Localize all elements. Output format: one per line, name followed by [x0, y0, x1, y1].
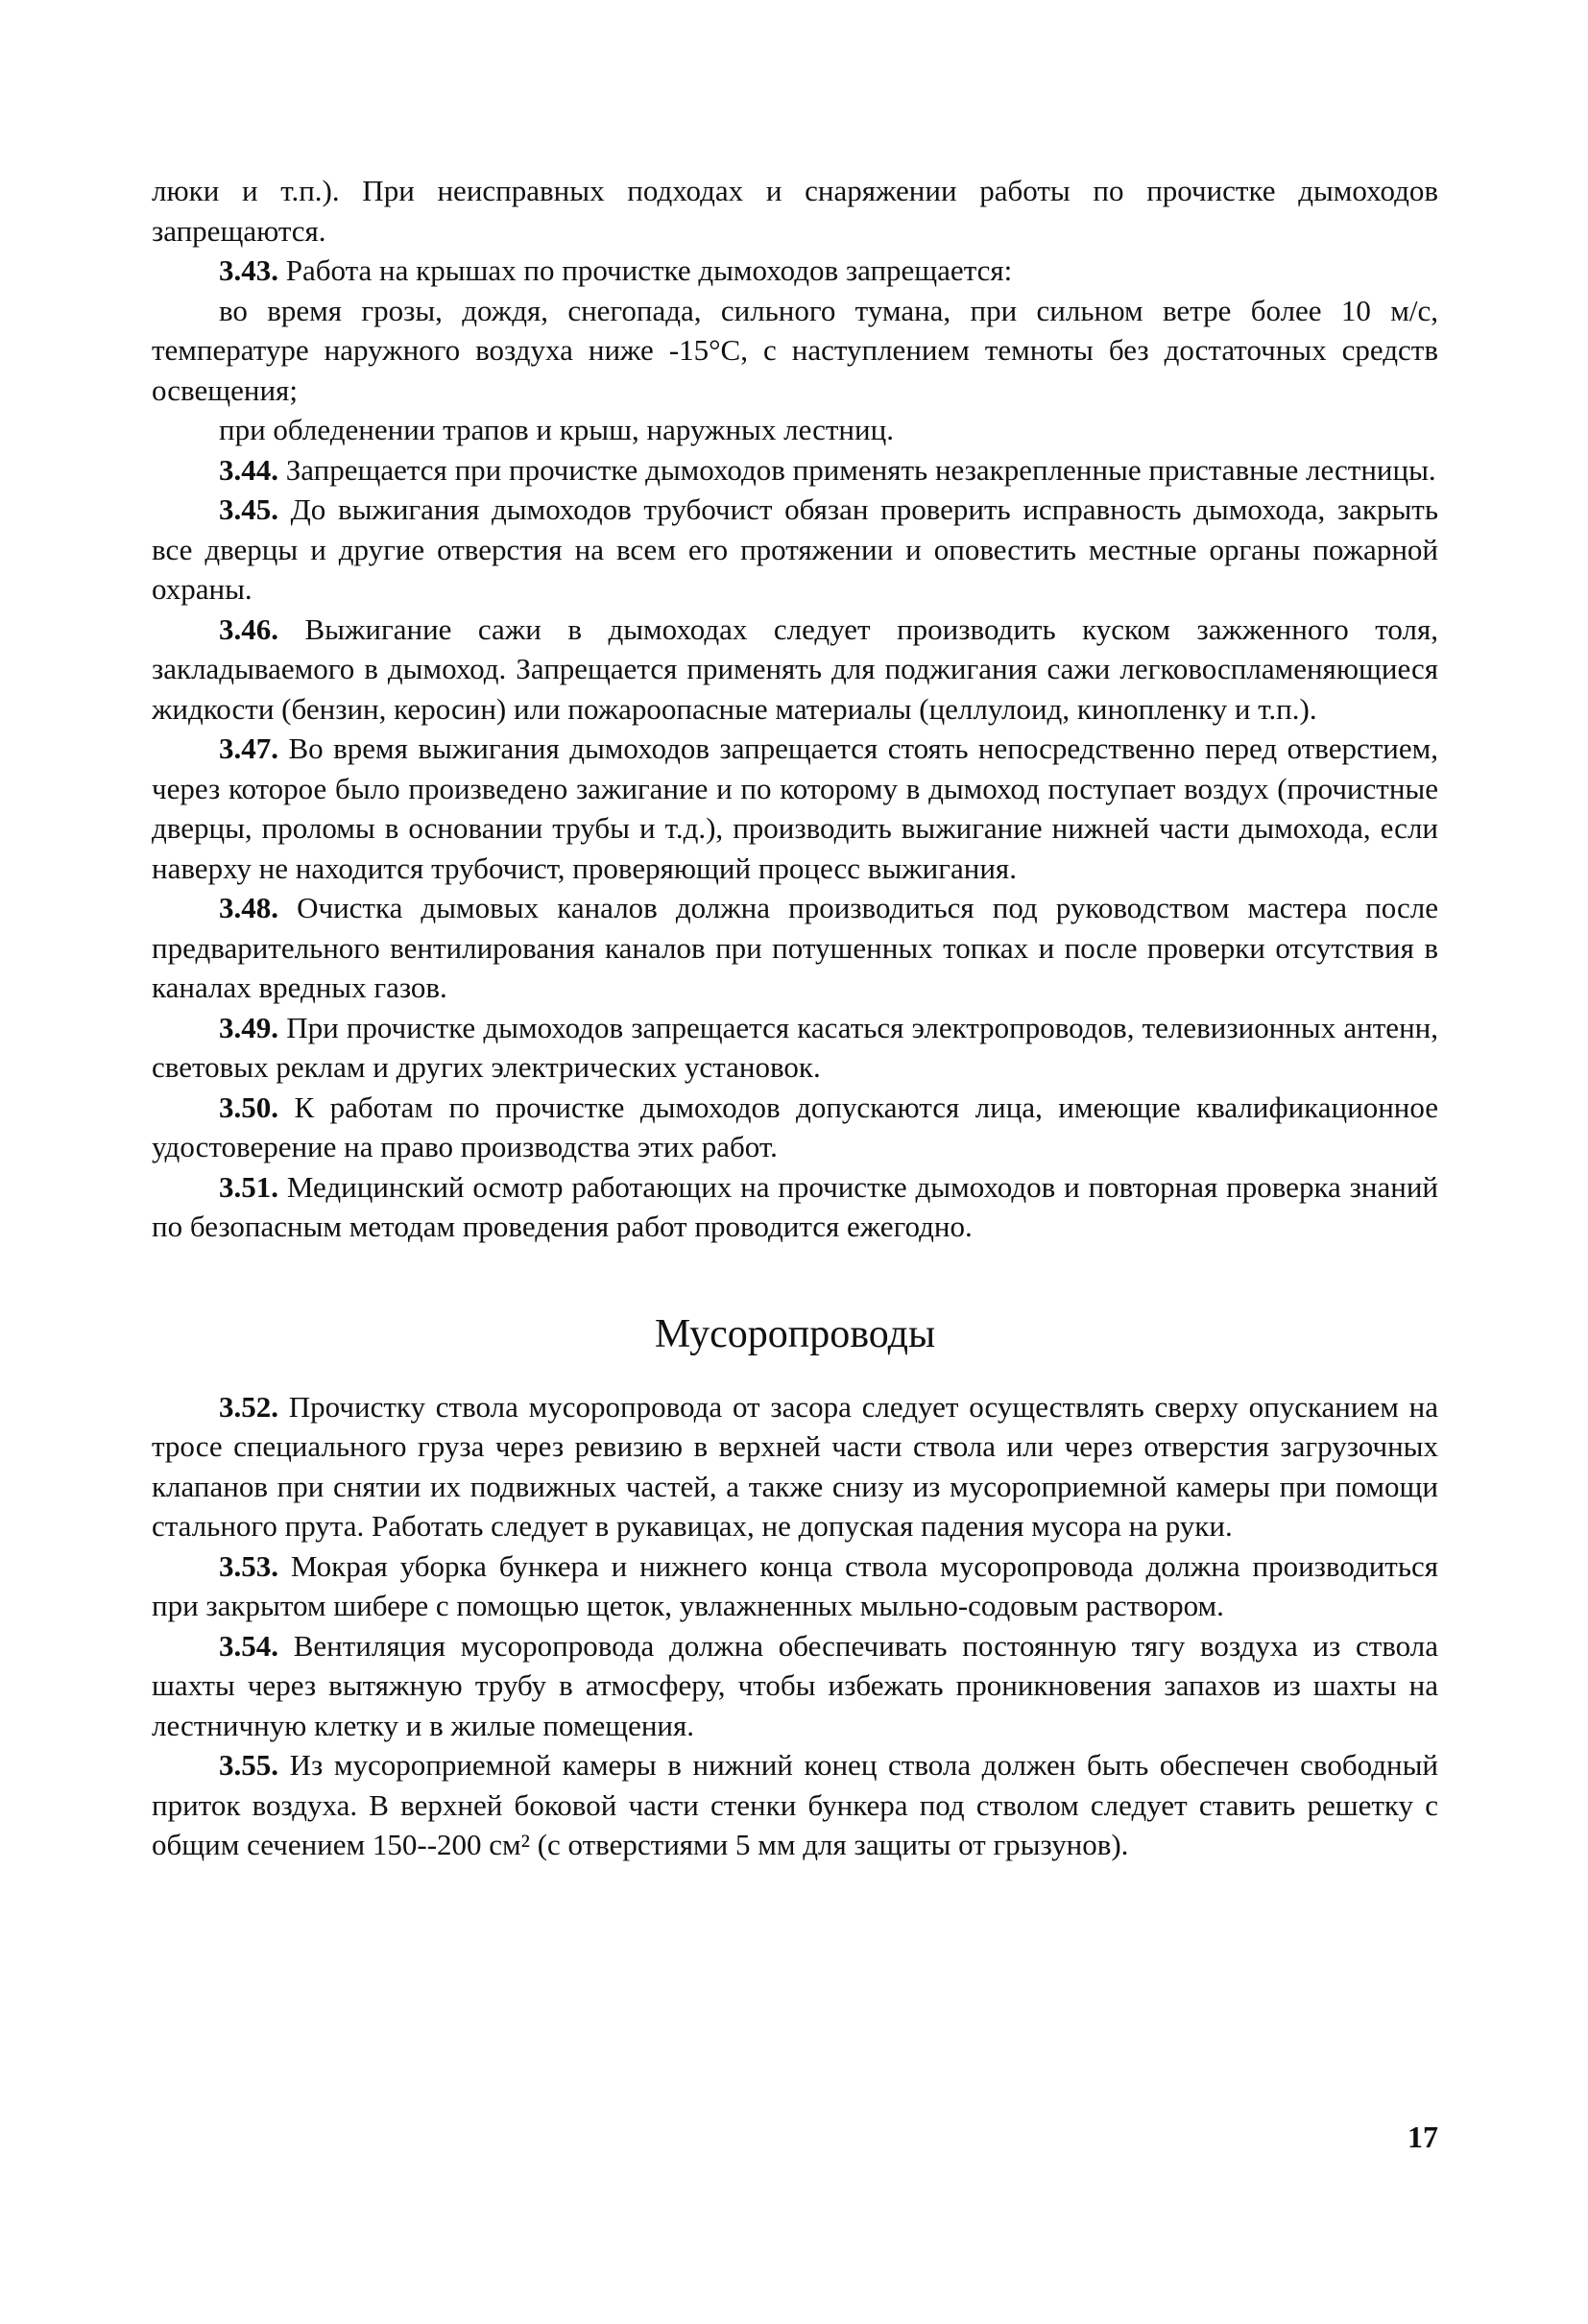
- paragraph-number: 3.52.: [219, 1389, 278, 1424]
- paragraph-3-46: [152, 610, 1438, 730]
- section-heading: Мусоропроводы: [654, 1311, 936, 1356]
- paragraph-number: 3.50.: [219, 1090, 278, 1124]
- paragraph-text: Мокрая уборка бункера и нижнего конца ствола мусоропровода должна производиться при закрытом шибере с помощью щеток, увлажненных мыльно-содовым раствором.: [152, 1548, 1439, 1622]
- page-number: 17: [1408, 2120, 1438, 2154]
- paragraph-3-55: [152, 1745, 1438, 1865]
- paragraph-text: Очистка дымовых каналов должна производиться под руководством мастера после предварительного вентилирования каналов при потушенных топках и после проверки отсутствия в каналах вредных газов.: [152, 891, 1438, 1004]
- paragraph-3-50: [152, 1088, 1438, 1167]
- paragraph-text: До выжигания дымоходов трубочист обязан проверить исправность дымохода, закрыть все дверцы и другие отверстия на всем его протяжении и оповестить местные органы пожарной охраны.: [152, 492, 1438, 606]
- paragraph-number: 3.53.: [219, 1548, 278, 1583]
- intro-paragraph: люки и т.п.). При неисправных подходах и снаряжении работы по прочистке дымоходов запрещаются.: [152, 174, 1438, 248]
- paragraph-text: Работа на крышах по прочистке дымоходов запрещается:: [285, 253, 1013, 287]
- paragraph-text: При прочистке дымоходов запрещается касаться электропроводов, телевизионных антенн, световых реклам и других электрических установок.: [152, 1010, 1438, 1084]
- paragraph-number: 3.47.: [219, 731, 278, 765]
- paragraph-text: Во время выжигания дымоходов запрещается стоять непосредственно перед отверстием, через которое было произведено зажигание и по которому в дымоход поступает воздух (прочистные дверцы, проломы в основании трубы и т.д.), производить выжигание нижней части дымохода, если наверху не находится трубочист, проверяющий процесс выжигания.: [152, 731, 1438, 885]
- paragraph-3-52: [152, 1387, 1438, 1546]
- paragraph-3-54: [152, 1626, 1438, 1746]
- paragraph-number: 3.55.: [219, 1748, 278, 1782]
- list-item: при обледенении трапов и крыш, наружных лестниц.: [219, 413, 894, 446]
- paragraph-text: Медицинский осмотр работающих на прочистке дымоходов и повторная проверка знаний по безопасным методам проведения работ проводится ежегодно.: [152, 1169, 1439, 1243]
- paragraph-3-44: [152, 450, 1438, 491]
- paragraph-text: Запрещается при прочистке дымоходов применять незакрепленные приставные лестницы.: [285, 452, 1436, 487]
- paragraph-number: 3.49.: [219, 1010, 278, 1044]
- paragraph-text: К работам по прочистке дымоходов допускаются лица, имеющие квалификационное удостоверение на право производства этих работ.: [152, 1090, 1439, 1163]
- paragraph-3-43: [152, 251, 1438, 291]
- paragraph-number: 3.43.: [219, 253, 278, 287]
- paragraph-3-49: [152, 1008, 1438, 1088]
- paragraph-3-48: [152, 888, 1438, 1008]
- paragraph-number: 3.45.: [219, 492, 278, 526]
- paragraph-3-45: [152, 490, 1438, 610]
- paragraph-3-51: [152, 1167, 1438, 1247]
- document-page: [152, 171, 1438, 1865]
- paragraph-text: Вентиляция мусоропровода должна обеспечивать постоянную тягу воздуха из ствола шахты через вытяжную трубу в атмосферу, чтобы избежать проникновения запахов из шахты на лестничную клетку и в жилые помещения.: [152, 1628, 1439, 1742]
- paragraph-text: Прочистку ствола мусоропровода от засора следует осуществлять сверху опусканием на тросе специального груза через ревизию в верхней части ствола или через отверстия загрузочных клапанов при снятии их подвижных частей, а также снизу из мусороприемной камеры при помощи стального прута. Работать следует в рукавицах, не допуская падения мусора на руки.: [152, 1389, 1439, 1543]
- paragraph-number: 3.54.: [219, 1628, 278, 1663]
- paragraph-number: 3.51.: [219, 1169, 278, 1204]
- paragraph-number: 3.48.: [219, 891, 278, 924]
- paragraph-number: 3.44.: [219, 452, 278, 487]
- list-item: во время грозы, дождя, снегопада, сильного тумана, при сильном ветре более 10 м/с, температуре наружного воздуха ниже -15°С, с наступлением темноты без достаточных средств освещения;: [152, 293, 1438, 407]
- paragraph-text: Из мусороприемной камеры в нижний конец ствола должен быть обеспечен свободный приток воздуха. В верхней боковой части стенки бункера под стволом следует ставить решетку с общим сечением 150--200 см² (с отверстиями 5 мм для защиты от грызунов).: [152, 1748, 1439, 1861]
- paragraph-3-47: [152, 729, 1438, 888]
- paragraph-text: Выжигание сажи в дымоходах следует производить куском зажженного толя, закладываемого в дымоход. Запрещается применять для поджигания сажи легковоспламеняющиеся жидкости (бензин, керосин) или пожароопасные материалы (целлулоид, кинопленку и т.п.).: [152, 611, 1439, 726]
- paragraph-3-53: [152, 1546, 1438, 1626]
- paragraph-number: 3.46.: [219, 611, 278, 646]
